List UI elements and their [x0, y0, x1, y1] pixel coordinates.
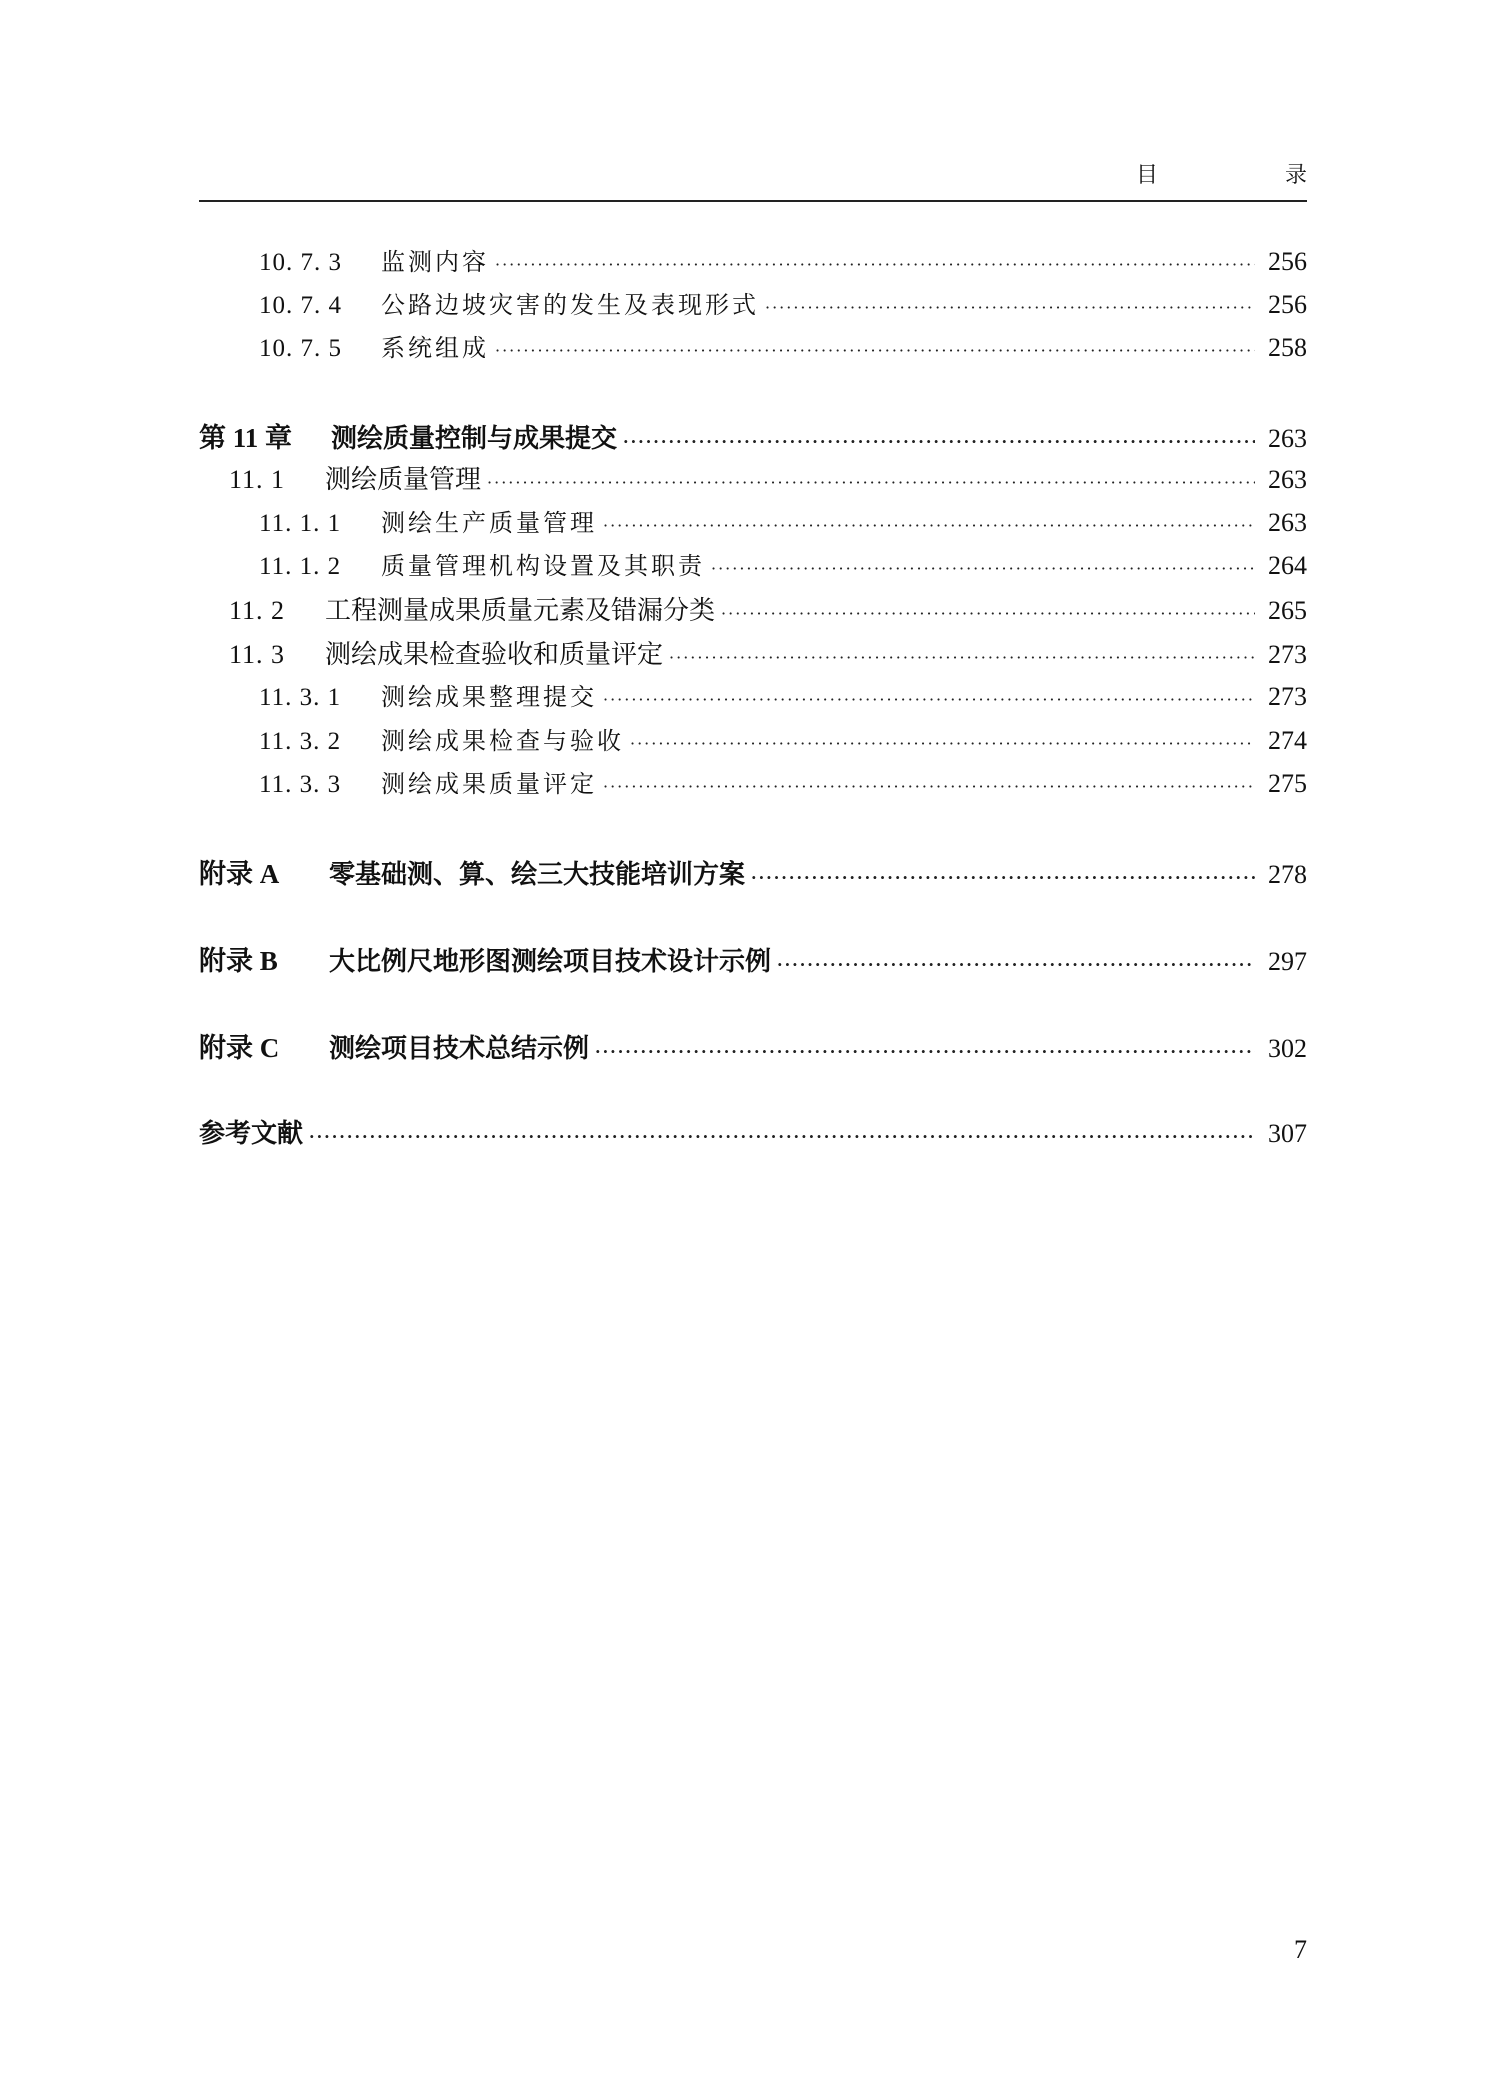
- toc-entry[interactable]: [199, 590, 1307, 630]
- entry-title: 质量管理机构设置及其职责: [381, 552, 705, 580]
- dot-leader: [711, 559, 1255, 578]
- toc-entry-appendix[interactable]: [199, 939, 1307, 979]
- entry-page: 273: [1268, 640, 1307, 669]
- entry-title: 公路边坡灾害的发生及表现形式: [381, 291, 759, 319]
- dot-leader: [630, 734, 1255, 753]
- entry-number: 第 11 章: [199, 423, 293, 453]
- entry-page: 265: [1268, 596, 1307, 625]
- dot-leader: [623, 432, 1255, 451]
- entry-title: 系统组成: [381, 334, 489, 362]
- entry-page: 302: [1268, 1034, 1307, 1063]
- entry-title: 测绘生产质量管理: [381, 509, 597, 537]
- toc-entry[interactable]: [199, 634, 1307, 674]
- dot-leader: [487, 473, 1255, 492]
- dot-leader: [721, 604, 1255, 623]
- entry-page: 264: [1268, 551, 1307, 580]
- toc-entry-chapter[interactable]: [199, 416, 1307, 456]
- entry-number: 11. 3. 1: [259, 684, 342, 711]
- toc-entry[interactable]: [199, 459, 1307, 499]
- entry-number: 附录 A: [199, 859, 280, 889]
- toc-entry[interactable]: [199, 677, 1307, 717]
- page-number: 7: [1294, 1935, 1307, 1964]
- entry-title: 工程测量成果质量元素及错漏分类: [325, 596, 716, 626]
- entry-title: 测绘成果整理提交: [381, 683, 597, 711]
- dot-leader: [777, 955, 1255, 974]
- dot-leader: [603, 516, 1255, 535]
- entry-page: 263: [1268, 508, 1307, 537]
- toc-entry-appendix[interactable]: [199, 852, 1307, 892]
- entry-title: 参考文献: [199, 1119, 304, 1149]
- entry-title: 测绘成果检查与验收: [381, 727, 624, 755]
- entry-title: 大比例尺地形图测绘项目技术设计示例: [329, 947, 772, 977]
- entry-number: 附录 B: [199, 946, 278, 976]
- toc-entry-appendix[interactable]: [199, 1026, 1307, 1066]
- entry-number: 11. 3. 2: [259, 728, 342, 755]
- entry-number: 10. 7. 4: [259, 292, 342, 319]
- entry-page: 297: [1268, 947, 1307, 976]
- toc-entry[interactable]: [199, 242, 1307, 282]
- entry-title: 测绘质量管理: [325, 465, 482, 495]
- entry-page: 273: [1268, 682, 1307, 711]
- toc-entry[interactable]: [199, 721, 1307, 761]
- entry-number: 10. 7. 3: [259, 249, 342, 276]
- entry-page: 263: [1268, 465, 1307, 494]
- entry-number: 11. 1. 1: [259, 510, 342, 537]
- entry-number: 11. 2: [229, 596, 286, 625]
- toc-entry[interactable]: [199, 764, 1307, 804]
- entry-number: 附录 C: [199, 1033, 280, 1063]
- toc-entry-references[interactable]: [199, 1113, 1307, 1153]
- entry-title: 测绘成果检查验收和质量评定: [325, 640, 664, 670]
- dot-leader: [603, 777, 1255, 796]
- entry-title: 监测内容: [381, 248, 489, 276]
- dot-leader: [603, 690, 1255, 709]
- dot-leader: [765, 298, 1255, 317]
- entry-page: 307: [1268, 1119, 1307, 1148]
- running-header: [199, 158, 1367, 202]
- dot-leader: [495, 341, 1255, 360]
- dot-leader: [669, 648, 1255, 667]
- dot-leader: [495, 255, 1255, 274]
- entry-number: 11. 3: [229, 640, 286, 669]
- entry-number: 10. 7. 5: [259, 335, 342, 362]
- entry-number: 11. 1. 2: [259, 553, 342, 580]
- dot-leader: [309, 1127, 1255, 1146]
- entry-title: 零基础测、算、绘三大技能培训方案: [329, 860, 746, 890]
- entry-page: 263: [1268, 424, 1307, 453]
- toc-entry[interactable]: [199, 546, 1307, 586]
- toc-entry[interactable]: [199, 503, 1307, 543]
- dot-leader: [751, 868, 1255, 887]
- entry-number: 11. 1: [229, 465, 286, 494]
- entry-page: 258: [1268, 333, 1307, 362]
- entry-page: 278: [1268, 860, 1307, 889]
- entry-title: 测绘成果质量评定: [381, 770, 597, 798]
- entry-title: 测绘质量控制与成果提交: [331, 424, 618, 454]
- entry-number: 11. 3. 3: [259, 771, 342, 798]
- header-title: 目 录: [1136, 163, 1367, 188]
- dot-leader: [595, 1042, 1255, 1061]
- entry-title: 测绘项目技术总结示例: [329, 1034, 590, 1064]
- entry-page: 274: [1268, 726, 1307, 755]
- entry-page: 256: [1268, 290, 1307, 319]
- toc-entry[interactable]: [199, 328, 1307, 368]
- entry-page: 256: [1268, 247, 1307, 276]
- entry-page: 275: [1268, 769, 1307, 798]
- toc-entry[interactable]: [199, 285, 1307, 325]
